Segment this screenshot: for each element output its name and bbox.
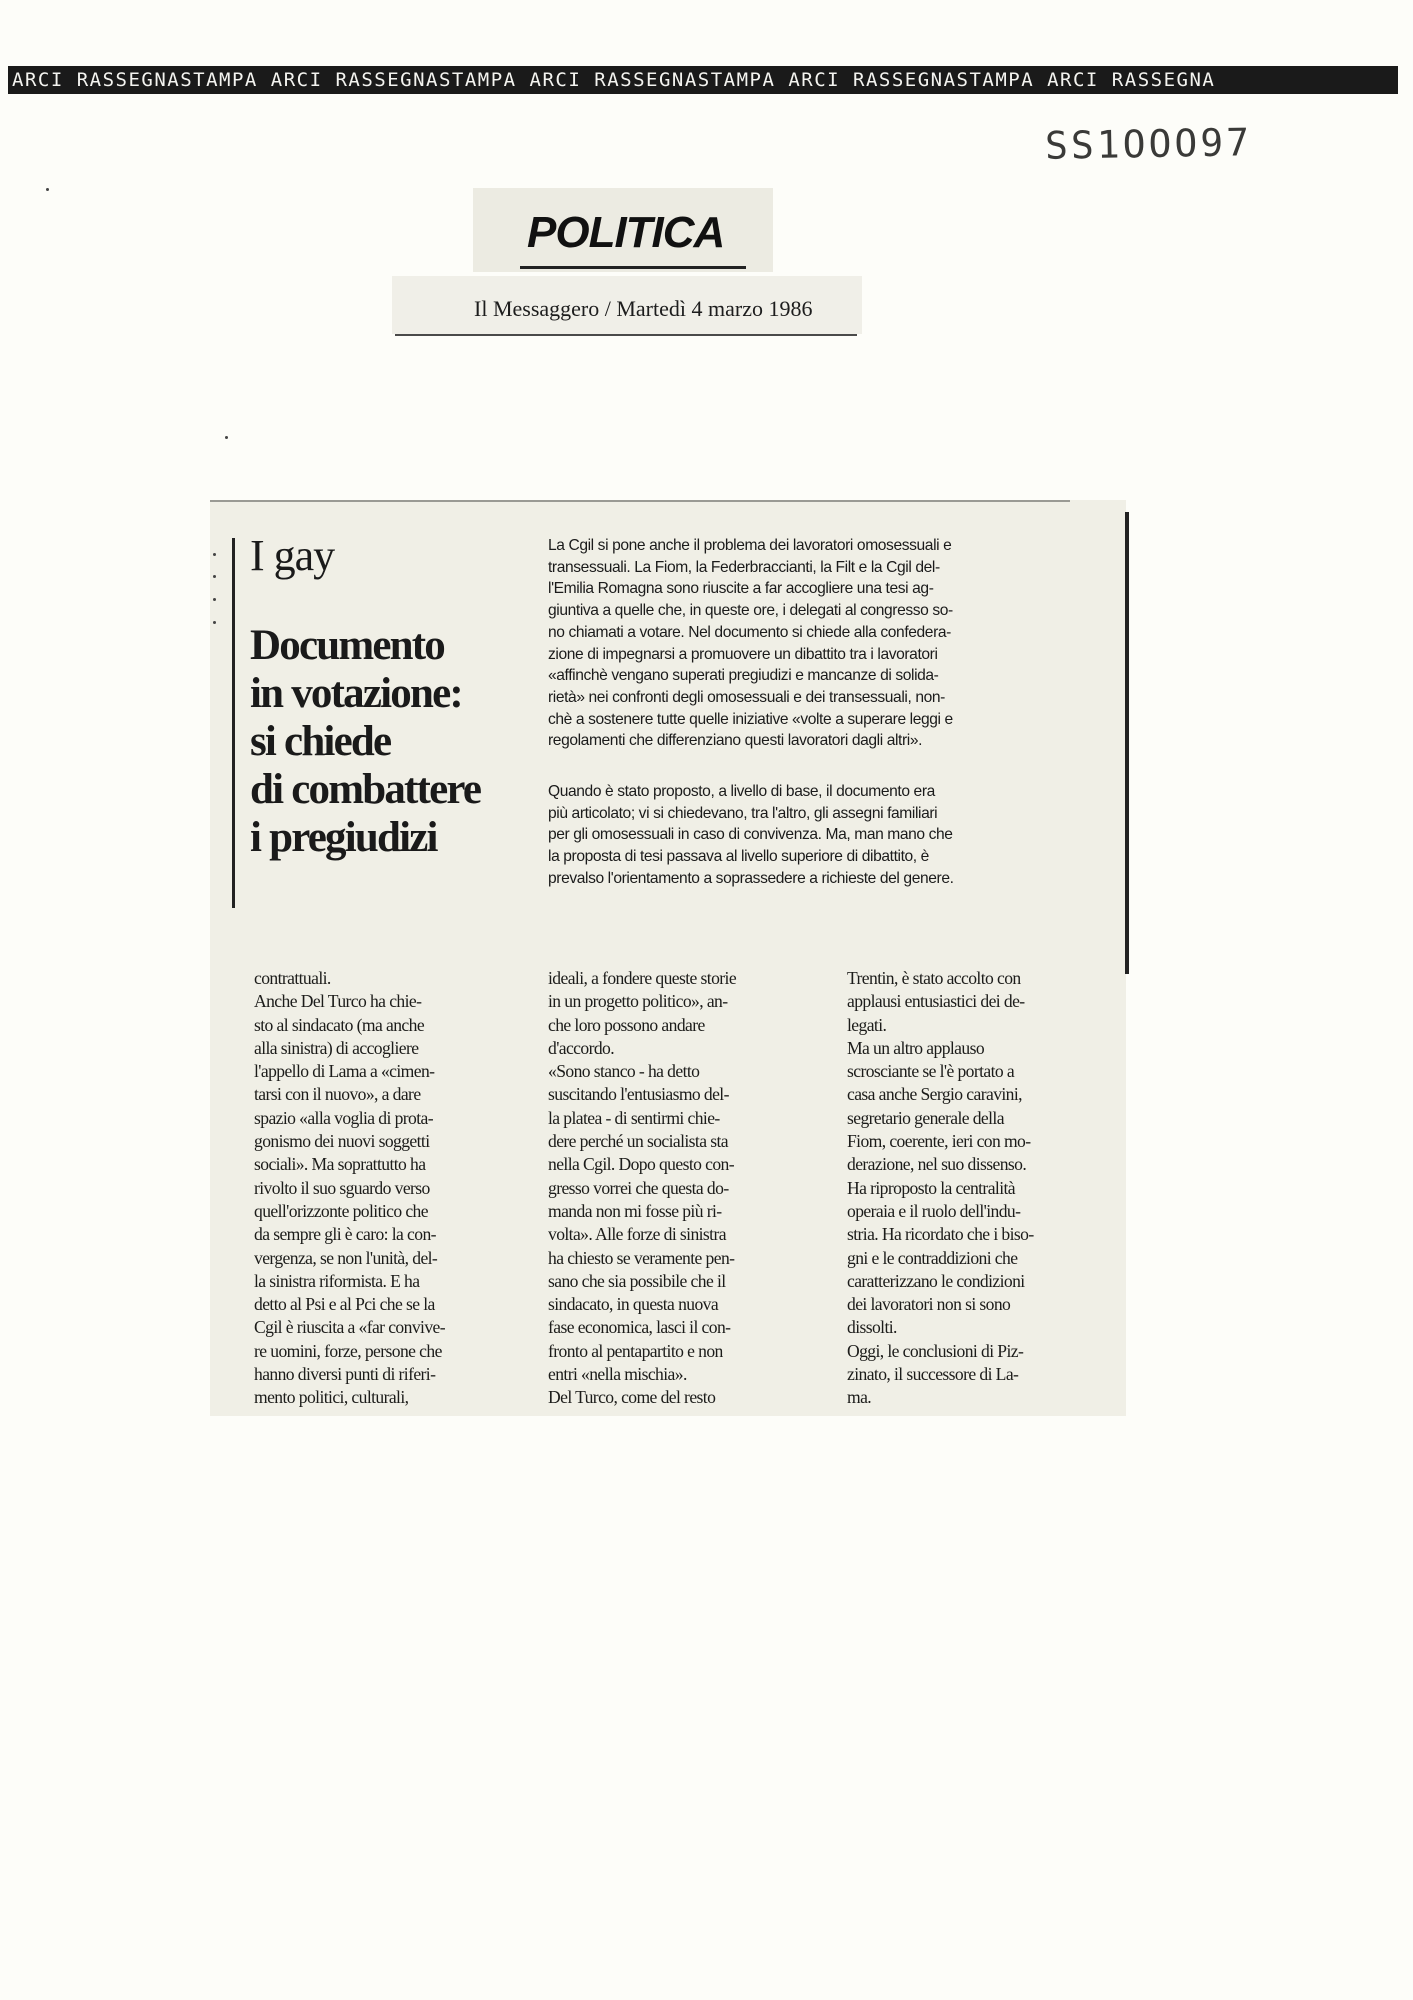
text-line: manda non mi fosse più ri- <box>548 1200 722 1221</box>
headline-line: si chiede <box>250 718 391 765</box>
text-line: sindacato, in questa nuova <box>548 1294 719 1315</box>
text-line: dere perché un socialista sta <box>548 1131 728 1152</box>
margin-dot <box>213 553 216 556</box>
text-line: ha chiesto se veramente pen- <box>548 1247 735 1268</box>
archive-banner-text: ARCI RASSEGNASTAMPA ARCI RASSEGNASTAMPA ARCI RASSEGNASTAMPA ARCI RASSEGNASTAMPA ARCI RASSEGNA <box>12 69 1216 91</box>
text-line: d'accordo. <box>548 1037 615 1058</box>
section-title: POLITICA <box>527 208 725 257</box>
text-line: applausi entusiastici dei de- <box>847 991 1025 1012</box>
text-line: tarsi con il nuovo», a dare <box>254 1084 421 1105</box>
text-line: re uomini, forze, persone che <box>254 1340 442 1361</box>
margin-dot <box>225 436 228 439</box>
text-line: no chiamati a votare. Nel documento si chiede alla confedera- <box>548 623 951 641</box>
text-line: fronto al pentapartito e non <box>548 1340 723 1361</box>
text-line: ideali, a fondere queste storie <box>548 968 737 988</box>
archive-banner <box>8 66 1398 94</box>
text-line: entri «nella mischia». <box>548 1364 687 1385</box>
text-line: più articolato; vi si chiedevano, tra l'altro, gli assegni familiari <box>548 804 938 822</box>
text-line: Ha riproposto la centralità <box>847 1177 1015 1198</box>
text-line: la sinistra riformista. E ha <box>254 1270 420 1291</box>
headline-line: di combattere <box>250 766 481 813</box>
text-line: gresso vorrei che questa do- <box>548 1177 729 1198</box>
headline-line: Documento <box>250 622 444 669</box>
text-line: dei lavoratori non si sono <box>847 1294 1011 1315</box>
text-line: zione di impegnarsi a promuovere un dibattito tra i lavoratori <box>548 645 938 663</box>
text-line: «affinchè vengano superati pregiudizi e mancanze di solida- <box>548 667 939 685</box>
text-line: l'Emilia Romagna sono riuscite a far accogliere una tesi ag- <box>548 580 934 598</box>
text-line: spazio «alla voglia di prota- <box>254 1107 434 1128</box>
text-line: gni e le contraddizioni che <box>847 1247 1018 1268</box>
archive-code: SS1OOO97 <box>1044 120 1253 168</box>
text-line: che loro possono andare <box>548 1014 705 1035</box>
text-line: ma. <box>847 1387 872 1408</box>
text-line: detto al Psi e al Pci che se la <box>254 1294 435 1315</box>
text-line: per gli omosessuali in caso di convivenza. Ma, man mano che <box>548 826 953 844</box>
text-line: nella Cgil. Dopo questo con- <box>548 1154 734 1175</box>
text-line: in un progetto politico», an- <box>548 991 728 1012</box>
text-line: volta». Alle forze di sinistra <box>548 1224 726 1245</box>
text-line: contrattuali. <box>254 968 331 988</box>
text-line: sto al sindacato (ma anche <box>254 1014 425 1035</box>
clipping-top-rule <box>210 500 1070 502</box>
text-line: dissolti. <box>847 1317 897 1338</box>
text-line: Cgil è riuscita a «far convive- <box>254 1317 445 1338</box>
body-column-3 <box>847 967 1109 1410</box>
text-line: chè a sostenere tutte quelle iniziative «volte a superare leggi e <box>548 710 953 728</box>
text-line: transessuali. La Fiom, la Federbraccianti, la Filt e la Cgil del- <box>548 558 940 576</box>
text-line: Ma un altro applauso <box>847 1037 985 1058</box>
margin-dot <box>213 575 216 578</box>
text-line: Trentin, è stato accolto con <box>847 968 1021 988</box>
section-underline <box>520 266 746 269</box>
margin-dot <box>213 598 216 601</box>
text-line: da sempre gli è caro: la con- <box>254 1224 436 1245</box>
text-line: Oggi, le conclusioni di Piz- <box>847 1340 1024 1361</box>
text-line: Del Turco, come del resto <box>548 1387 716 1408</box>
lead-paragraph-2 <box>548 781 1110 890</box>
text-line: rivolto il suo sguardo verso <box>254 1177 430 1198</box>
margin-dot <box>213 621 216 624</box>
text-line: operaia e il ruolo dell'indu- <box>847 1200 1021 1221</box>
margin-dot <box>46 188 49 191</box>
lead-side-rule <box>1125 512 1129 974</box>
headline-side-rule <box>232 538 235 908</box>
text-line: fase economica, lasci il con- <box>548 1317 731 1338</box>
text-line: Fiom, coerente, ieri con mo- <box>847 1131 1031 1152</box>
text-line: suscitando l'entusiasmo del- <box>548 1084 729 1105</box>
text-line: segretario generale della <box>847 1107 1004 1128</box>
text-line: caratterizzano le condizioni <box>847 1270 1025 1291</box>
text-line: rietà» nei confronti degli omosessuali e dei transessuali, non- <box>548 688 945 706</box>
text-line: la proposta di tesi passava al livello superiore di dibattito, è <box>548 848 929 866</box>
article-kicker: I gay <box>250 531 335 580</box>
text-line: Quando è stato proposto, a livello di base, il documento era <box>548 783 935 800</box>
text-line: stria. Ha ricordato che i biso- <box>847 1224 1034 1245</box>
text-line: «Sono stanco - ha detto <box>548 1061 700 1082</box>
text-line: casa anche Sergio caravini, <box>847 1084 1022 1105</box>
text-line: Anche Del Turco ha chie- <box>254 991 422 1012</box>
text-line: derazione, nel suo dissenso. <box>847 1154 1027 1175</box>
body-column-2 <box>548 967 810 1410</box>
text-line: La Cgil si pone anche il problema dei lavoratori omosessuali e <box>548 537 952 554</box>
text-line: l'appello di Lama a «cimen- <box>254 1061 435 1082</box>
text-line: mento politici, culturali, <box>254 1387 409 1408</box>
text-line: la platea - di sentirmi chie- <box>548 1107 720 1128</box>
text-line: giuntiva a quelle che, in queste ore, i delegati al congresso so- <box>548 602 953 620</box>
text-line: legati. <box>847 1014 887 1035</box>
headline-line: i pregiudizi <box>250 814 437 861</box>
text-line: vergenza, se non l'unità, del- <box>254 1247 438 1268</box>
text-line: gonismo dei nuovi soggetti <box>254 1131 430 1152</box>
text-line: quell'orizzonte politico che <box>254 1200 428 1221</box>
text-line: sociali». Ma soprattutto ha <box>254 1154 426 1175</box>
article-headline <box>250 622 510 862</box>
headline-line: in votazione: <box>250 670 462 717</box>
text-line: regolamenti che differenziano questi lavoratori dagli altri». <box>548 732 923 750</box>
body-column-1 <box>254 967 516 1410</box>
text-line: alla sinistra) di accogliere <box>254 1037 419 1058</box>
text-line: prevalso l'orientamento a soprassedere a richieste del genere. <box>548 869 954 887</box>
text-line: sano che sia possibile che il <box>548 1270 726 1291</box>
dateline-rule <box>395 334 857 336</box>
lead-paragraph-1 <box>548 535 1110 752</box>
dateline: Il Messaggero / Martedì 4 marzo 1986 <box>474 296 813 321</box>
text-line: hanno diversi punti di riferi- <box>254 1364 436 1385</box>
text-line: scrosciante se l'è portato a <box>847 1061 1015 1082</box>
text-line: zinato, il successore di La- <box>847 1364 1019 1385</box>
